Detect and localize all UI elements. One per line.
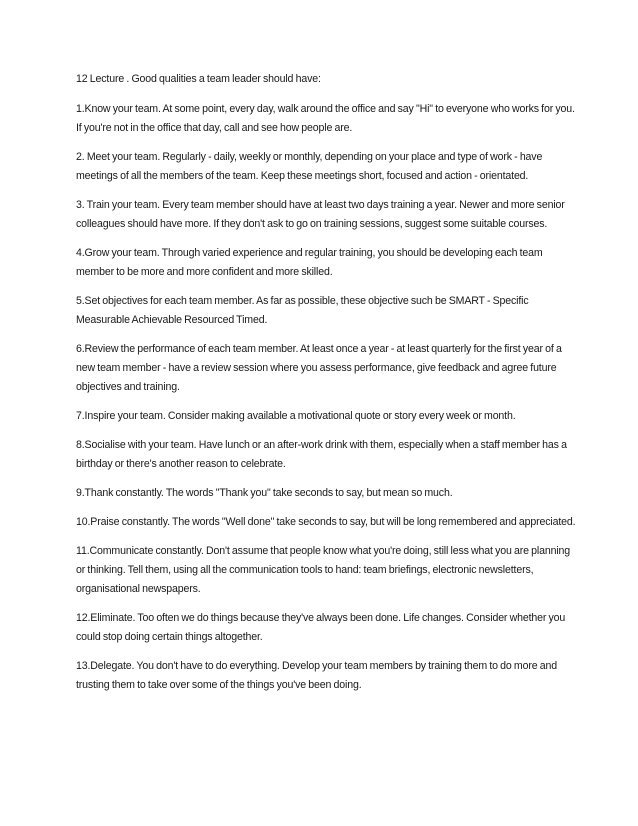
- list-item: 3. Train your team. Every team member should have at least two days training a year. Newer and more senior colleagues should have more. If they don't ask to go on training sessions, suggest some suitable courses.: [76, 199, 565, 230]
- list-item: 13.Delegate. You don't have to do everything. Develop your team members by training them to do more and trusting them to take over some of the things you've been doing.: [76, 660, 557, 691]
- list-item: 10.Praise constantly. The words "Well done" take seconds to say, but will be long remembered and appreciated.: [76, 516, 576, 528]
- list-item: 6.Review the performance of each team member. At least once a year - at least quarterly for the first year of a new team member - have a review session where you assess performance, give feedback and agree future objectives and training.: [76, 343, 562, 393]
- document-body: [76, 70, 576, 705]
- list-item: 12.Eliminate. Too often we do things because they've always been done. Life changes. Consider whether you could stop doing certain things altogether.: [76, 612, 566, 643]
- document-heading: 12 Lecture . Good qualities a team leader should have:: [76, 73, 321, 85]
- list-item: 4.Grow your team. Through varied experience and regular training, you should be developing each team member to be more and more confident and more skilled.: [76, 247, 543, 278]
- list-item: 2. Meet your team. Regularly - daily, weekly or monthly, depending on your place and type of work - have meetings of all the members of the team. Keep these meetings short, focused and action - orientated.: [76, 151, 543, 182]
- list-item: 9.Thank constantly. The words "Thank you" take seconds to say, but mean so much.: [76, 487, 453, 499]
- list-item: 11.Communicate constantly. Don't assume that people know what you're doing, still less what you are planning or thinking. Tell them, using all the communication tools to hand: team briefings, electronic newsletters, organisational newspapers.: [76, 545, 571, 595]
- list-item: 5.Set objectives for each team member. As far as possible, these objective such be SMART - Specific Measurable Achievable Resourced Timed.: [76, 295, 529, 326]
- list-item: 8.Socialise with your team. Have lunch or an after-work drink with them, especially when a staff member has a birthday or there's another reason to celebrate.: [76, 439, 567, 470]
- list-item: 1.Know your team. At some point, every day, walk around the office and say "Hi" to everyone who works for you. If you're not in the office that day, call and see how people are.: [76, 103, 575, 134]
- list-item: 7.Inspire your team. Consider making available a motivational quote or story every week or month.: [76, 410, 516, 422]
